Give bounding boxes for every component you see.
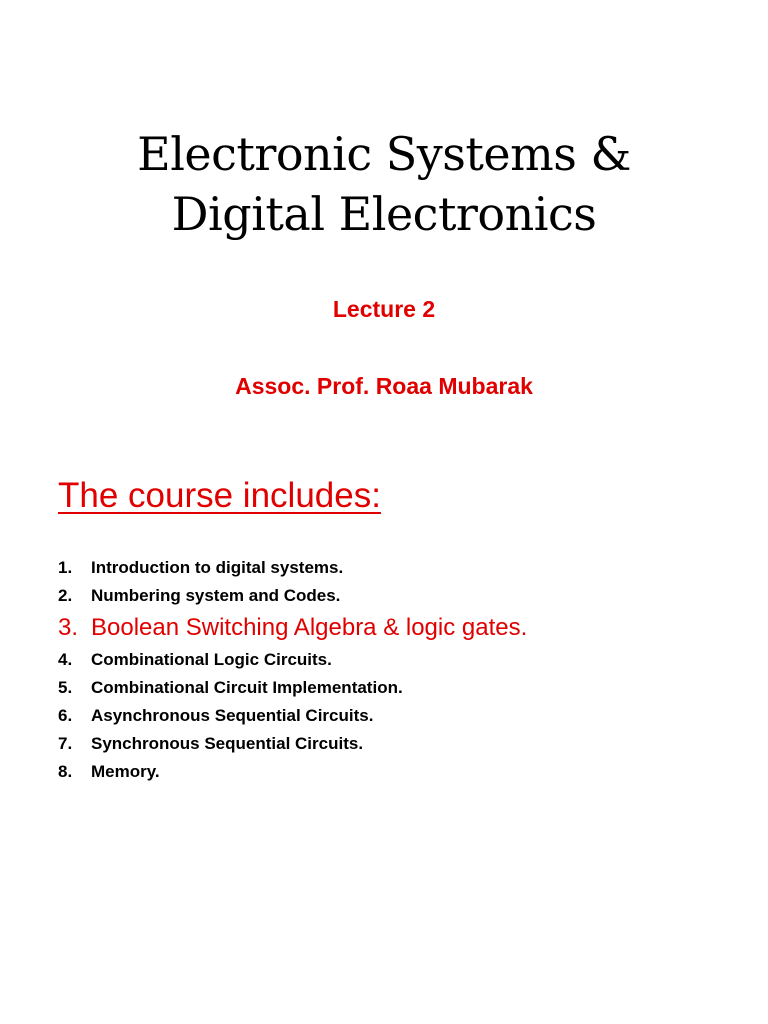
document-title-line-1: Electronic Systems & [137,127,631,181]
course-item-1 [58,554,738,582]
course-item-number: 8. [58,762,73,781]
course-item-text: Boolean Switching Algebra & logic gates. [91,614,528,641]
course-item-8 [58,758,738,786]
course-item-text: Asynchronous Sequential Circuits. [91,706,374,725]
course-heading: The course includes: [58,476,381,515]
author-name: Assoc. Prof. Roaa Mubarak [235,373,533,399]
course-item-number: 3. [58,614,79,641]
course-item-number: 6. [58,706,73,725]
document-title-line-2: Digital Electronics [171,187,597,241]
course-item-number: 7. [58,734,73,753]
course-item-number: 2. [58,586,73,605]
course-item-text: Memory. [91,762,160,781]
course-item-text: Combinational Logic Circuits. [91,650,332,669]
course-item-4 [58,646,738,674]
course-item-7 [58,730,738,758]
course-item-text: Numbering system and Codes. [91,586,341,605]
course-item-2 [58,582,738,610]
lecture-label: Lecture 2 [332,296,436,322]
course-item-text: Synchronous Sequential Circuits. [91,734,364,753]
course-item-number: 4. [58,650,73,669]
course-item-3-highlighted [58,610,738,646]
course-item-text: Introduction to digital systems. [91,558,344,577]
course-item-text: Combinational Circuit Implementation. [91,678,403,697]
course-item-5 [58,674,738,702]
course-item-6 [58,702,738,730]
course-list [58,554,738,786]
course-item-number: 5. [58,678,73,697]
course-item-number: 1. [58,558,73,577]
